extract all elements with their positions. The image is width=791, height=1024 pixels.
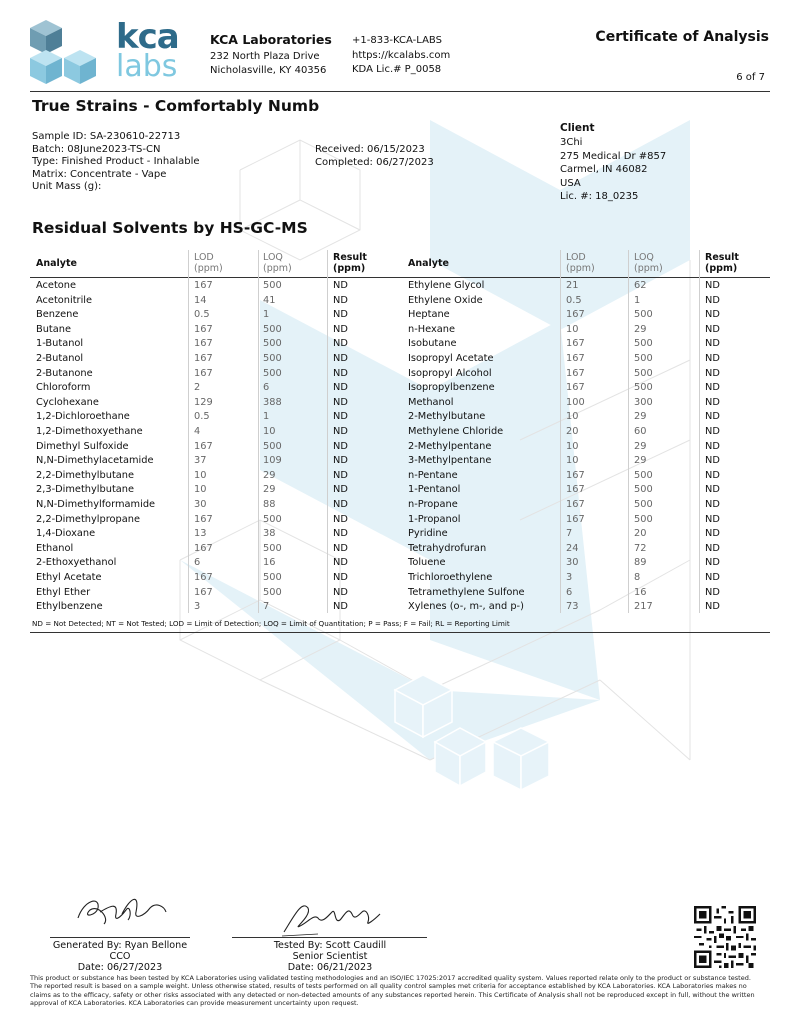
signature-line-generated: [50, 937, 190, 938]
right-result-cell: ND: [705, 294, 720, 306]
left-lod-cell: 167: [194, 353, 213, 364]
left-result-cell: ND: [333, 353, 348, 364]
client-address2: Carmel, IN 46082: [560, 164, 648, 176]
kca-labs-logo: [24, 17, 194, 84]
left-lod-cell: 129: [194, 396, 213, 408]
left-lod-cell: 167: [194, 586, 213, 598]
right-loq-cell: 500: [634, 513, 653, 525]
left-loq-cell: 10: [263, 426, 276, 437]
left-lod-cell: 14: [194, 294, 207, 306]
right-result-cell: ND: [705, 528, 720, 540]
right-analyte-cell: n-Pentane: [408, 469, 458, 481]
right-loq-cell: 89: [634, 557, 647, 569]
left-result-cell: ND: [333, 280, 348, 291]
right-result-cell: ND: [705, 396, 720, 408]
right-result-cell: ND: [705, 382, 720, 394]
right-analyte-cell: Ethylene Oxide: [408, 294, 483, 306]
table-row: [0, 527, 791, 542]
left-loq-cell: 500: [263, 572, 282, 583]
right-analyte-cell: 2-Methylpentane: [408, 440, 492, 452]
lod-unit: (ppm): [194, 263, 223, 274]
left-analyte-cell: 1-Butanol: [36, 338, 84, 350]
col-header-loq-left: [263, 252, 292, 274]
left-loq-cell: 38: [263, 528, 276, 540]
left-result-cell: ND: [333, 382, 348, 394]
left-loq-cell: 500: [263, 338, 282, 350]
left-analyte-cell: 2,3-Dimethylbutane: [36, 484, 135, 496]
left-loq-cell: 16: [263, 557, 276, 569]
lod-label: LOD: [194, 252, 214, 263]
right-lod-cell: 10: [566, 411, 579, 423]
signature-line-tested: [232, 937, 427, 938]
right-lod-cell: 167: [566, 499, 585, 510]
section-title: Residual Solvents by HS-GC-MS: [32, 219, 308, 237]
right-loq-cell: 500: [634, 382, 653, 394]
sample-id: Sample ID: SA-230610-22713: [32, 131, 181, 142]
right-lod-cell: 167: [566, 367, 585, 379]
result-unit: (ppm): [333, 263, 366, 274]
table-row: [0, 454, 791, 469]
left-analyte-cell: Chloroform: [36, 382, 91, 394]
right-analyte-cell: Methanol: [408, 396, 454, 408]
client-info: [560, 136, 666, 204]
right-analyte-cell: Isopropylbenzene: [408, 382, 495, 394]
left-result-cell: ND: [333, 542, 348, 554]
left-result-cell: ND: [333, 513, 348, 525]
col-header-result-right: [705, 252, 739, 274]
company-address-line2: Nicholasville, KY 40356: [210, 65, 327, 76]
right-result-cell: ND: [705, 572, 720, 583]
company-phone: +1-833-KCA-LABS: [352, 35, 442, 46]
right-analyte-cell: Isopropyl Acetate: [408, 353, 494, 364]
left-lod-cell: 167: [194, 513, 213, 525]
right-loq-cell: 16: [634, 586, 647, 598]
signature-scott-caudill-image: [278, 896, 388, 940]
left-lod-cell: 167: [194, 440, 213, 452]
right-lod-cell: 100: [566, 396, 585, 408]
right-result-cell: ND: [705, 601, 720, 613]
right-loq-cell: 500: [634, 499, 653, 510]
left-lod-cell: 4: [194, 426, 201, 437]
left-lod-cell: 10: [194, 484, 207, 496]
table-row: [0, 483, 791, 498]
table-row: [0, 440, 791, 455]
right-loq-cell: 500: [634, 367, 653, 379]
left-result-cell: ND: [333, 455, 348, 467]
left-loq-cell: 500: [263, 323, 282, 335]
right-analyte-cell: 1-Propanol: [408, 513, 461, 525]
right-lod-cell: 10: [566, 455, 579, 467]
right-lod-cell: 167: [566, 484, 585, 496]
client-country: USA: [560, 177, 581, 189]
right-lod-cell: 24: [566, 542, 579, 554]
right-analyte-cell: Heptane: [408, 309, 450, 321]
result-unit: (ppm): [705, 263, 738, 274]
left-loq-cell: 6: [263, 382, 270, 394]
table-row: [0, 352, 791, 367]
right-loq-cell: 72: [634, 542, 647, 554]
right-lod-cell: 10: [566, 440, 579, 452]
left-result-cell: ND: [333, 411, 348, 423]
right-lod-cell: 167: [566, 469, 585, 481]
right-analyte-cell: 1-Pentanol: [408, 484, 461, 496]
left-analyte-cell: N,N-Dimethylformamide: [36, 499, 156, 510]
received-date: Received: 06/15/2023: [315, 144, 425, 155]
left-lod-cell: 167: [194, 542, 213, 554]
generated-by-block: [40, 940, 200, 973]
right-loq-cell: 500: [634, 353, 653, 364]
left-analyte-cell: Ethyl Ether: [36, 586, 91, 598]
right-analyte-cell: Isopropyl Alcohol: [408, 367, 492, 379]
left-loq-cell: 388: [263, 396, 282, 408]
right-lod-cell: 167: [566, 309, 585, 321]
right-loq-cell: 8: [634, 572, 641, 583]
table-row: [0, 410, 791, 425]
tested-by-date: Date: 06/21/2023: [287, 962, 373, 973]
left-lod-cell: 167: [194, 323, 213, 335]
table-row: [0, 586, 791, 601]
left-loq-cell: 7: [263, 601, 270, 613]
table-footnote: ND = Not Detected; NT = Not Tested; LOD = Limit of Detection; LOQ = Limit of Quantitation; P = Pass; F = Fail; RL = Reporting Limit: [32, 619, 510, 628]
left-loq-cell: 500: [263, 367, 282, 379]
col-header-lod-right: [566, 252, 595, 274]
left-analyte-cell: Acetone: [36, 280, 77, 291]
client-address1: 275 Medical Dr #857: [560, 150, 667, 162]
generated-by-name: Generated By: Ryan Bellone: [52, 940, 188, 951]
right-result-cell: ND: [705, 469, 720, 481]
right-result-cell: ND: [705, 309, 720, 321]
generated-by-title: CCO: [109, 951, 131, 962]
right-loq-cell: 29: [634, 455, 647, 467]
right-loq-cell: 20: [634, 528, 647, 540]
cubes-logo-icon: [24, 20, 104, 84]
left-analyte-cell: Ethylbenzene: [36, 601, 103, 613]
signature-ryan-bellone-image: [70, 888, 170, 932]
right-result-cell: ND: [705, 455, 720, 467]
left-analyte-cell: N,N-Dimethylacetamide: [36, 455, 154, 467]
left-lod-cell: 0.5: [194, 309, 210, 321]
left-analyte-cell: 1,2-Dichloroethane: [36, 411, 130, 423]
table-row: [0, 425, 791, 440]
left-lod-cell: 30: [194, 499, 207, 510]
right-lod-cell: 20: [566, 426, 579, 437]
left-loq-cell: 1: [263, 411, 270, 423]
logo-labs-text: labs: [116, 49, 178, 84]
sample-info: [32, 131, 200, 194]
right-result-cell: ND: [705, 513, 720, 525]
right-result-cell: ND: [705, 426, 720, 437]
header-divider: [30, 91, 770, 92]
left-result-cell: ND: [333, 323, 348, 335]
left-result-cell: ND: [333, 309, 348, 321]
left-lod-cell: 167: [194, 338, 213, 350]
dates-info: [315, 144, 434, 169]
right-result-cell: ND: [705, 353, 720, 364]
left-analyte-cell: 2-Butanol: [36, 353, 84, 364]
table-row: [0, 367, 791, 382]
company-address-line1: 232 North Plaza Drive: [210, 51, 320, 62]
right-lod-cell: 167: [566, 513, 585, 525]
col-header-analyte-right: Analyte: [408, 258, 449, 269]
right-loq-cell: 500: [634, 484, 653, 496]
left-analyte-cell: Benzene: [36, 309, 79, 321]
right-analyte-cell: Toluene: [408, 557, 446, 569]
right-analyte-cell: Xylenes (o-, m-, and p-): [408, 601, 524, 613]
left-result-cell: ND: [333, 484, 348, 496]
left-analyte-cell: Cyclohexane: [36, 396, 99, 408]
right-loq-cell: 29: [634, 323, 647, 335]
company-name: KCA Laboratories: [210, 32, 332, 47]
left-loq-cell: 500: [263, 440, 282, 452]
table-row: [0, 513, 791, 528]
left-analyte-cell: Ethyl Acetate: [36, 572, 102, 583]
left-result-cell: ND: [333, 528, 348, 540]
right-lod-cell: 167: [566, 338, 585, 350]
left-result-cell: ND: [333, 586, 348, 598]
right-analyte-cell: Ethylene Glycol: [408, 280, 485, 291]
left-analyte-cell: Ethanol: [36, 542, 74, 554]
table-row: [0, 556, 791, 571]
table-row: [0, 323, 791, 338]
left-lod-cell: 10: [194, 469, 207, 481]
left-result-cell: ND: [333, 601, 348, 613]
right-analyte-cell: n-Hexane: [408, 323, 456, 335]
left-loq-cell: 500: [263, 542, 282, 554]
company-license: KDA Lic.# P_0058: [352, 64, 442, 75]
left-analyte-cell: 1,2-Dimethoxyethane: [36, 426, 143, 437]
right-analyte-cell: Tetramethylene Sulfone: [408, 586, 525, 598]
right-result-cell: ND: [705, 280, 720, 291]
left-result-cell: ND: [333, 469, 348, 481]
left-result-cell: ND: [333, 440, 348, 452]
footnote-divider: [30, 632, 770, 633]
right-lod-cell: 0.5: [566, 294, 582, 306]
left-lod-cell: 2: [194, 382, 201, 394]
right-lod-cell: 167: [566, 353, 585, 364]
right-analyte-cell: Pyridine: [408, 528, 448, 540]
matrix: Matrix: Concentrate - Vape: [32, 168, 167, 180]
left-analyte-cell: 2-Butanone: [36, 367, 93, 379]
right-analyte-cell: Isobutane: [408, 338, 457, 350]
right-result-cell: ND: [705, 557, 720, 569]
left-lod-cell: 167: [194, 572, 213, 583]
right-analyte-cell: Trichloroethylene: [408, 572, 493, 583]
left-result-cell: ND: [333, 367, 348, 379]
right-result-cell: ND: [705, 484, 720, 496]
right-result-cell: ND: [705, 499, 720, 510]
right-lod-cell: 10: [566, 323, 579, 335]
unit-mass: Unit Mass (g):: [32, 181, 102, 193]
tested-by-block: [240, 940, 420, 973]
left-lod-cell: 13: [194, 528, 207, 540]
left-loq-cell: 29: [263, 469, 276, 481]
table-row: [0, 542, 791, 557]
col-header-lod-left: [194, 252, 223, 274]
loq-label: LOQ: [634, 252, 654, 263]
left-analyte-cell: 2,2-Dimethylbutane: [36, 469, 135, 481]
left-lod-cell: 0.5: [194, 411, 210, 423]
right-analyte-cell: 3-Methylpentane: [408, 455, 492, 467]
table-row: [0, 279, 791, 294]
document-title: Certificate of Analysis: [595, 29, 769, 45]
left-loq-cell: 500: [263, 353, 282, 364]
table-header-divider: [30, 277, 770, 278]
right-analyte-cell: Tetrahydrofuran: [408, 542, 487, 554]
product-title: True Strains - Comfortably Numb: [32, 97, 320, 115]
left-analyte-cell: 2-Ethoxyethanol: [36, 557, 117, 569]
left-result-cell: ND: [333, 499, 348, 510]
left-analyte-cell: 1,4-Dioxane: [36, 528, 96, 540]
left-result-cell: ND: [333, 294, 348, 306]
left-lod-cell: 3: [194, 601, 201, 613]
right-loq-cell: 1: [634, 294, 641, 306]
right-loq-cell: 500: [634, 469, 653, 481]
left-lod-cell: 167: [194, 367, 213, 379]
left-lod-cell: 167: [194, 280, 213, 291]
left-loq-cell: 500: [263, 586, 282, 598]
client-name: 3Chi: [560, 137, 583, 148]
loq-unit: (ppm): [634, 263, 663, 274]
left-analyte-cell: Acetonitrile: [36, 294, 93, 306]
client-license: Lic. #: 18_0235: [560, 191, 639, 203]
left-result-cell: ND: [333, 396, 348, 408]
right-loq-cell: 500: [634, 338, 653, 350]
left-result-cell: ND: [333, 572, 348, 583]
right-lod-cell: 21: [566, 280, 579, 291]
right-result-cell: ND: [705, 440, 720, 452]
client-heading: Client: [560, 122, 595, 134]
table-row: [0, 337, 791, 352]
col-header-loq-right: [634, 252, 663, 274]
table-row: [0, 308, 791, 323]
result-label: Result: [333, 252, 367, 263]
batch: Batch: 08June2023-TS-CN: [32, 143, 161, 155]
right-lod-cell: 7: [566, 528, 573, 540]
right-loq-cell: 217: [634, 601, 653, 613]
left-loq-cell: 29: [263, 484, 276, 496]
left-analyte-cell: 2,2-Dimethylpropane: [36, 513, 141, 525]
left-result-cell: ND: [333, 338, 348, 350]
table-row: [0, 600, 791, 615]
table-row: [0, 498, 791, 513]
right-result-cell: ND: [705, 323, 720, 335]
col-header-analyte-left: Analyte: [36, 258, 77, 269]
completed-date: Completed: 06/27/2023: [315, 156, 434, 168]
left-analyte-cell: Dimethyl Sulfoxide: [36, 440, 129, 452]
left-lod-cell: 37: [194, 455, 207, 467]
left-lod-cell: 6: [194, 557, 201, 569]
right-result-cell: ND: [705, 411, 720, 423]
right-lod-cell: 73: [566, 601, 579, 613]
right-loq-cell: 62: [634, 280, 647, 291]
table-row: [0, 381, 791, 396]
lod-unit: (ppm): [566, 263, 595, 274]
result-label: Result: [705, 252, 739, 263]
loq-unit: (ppm): [263, 263, 292, 274]
right-loq-cell: 60: [634, 426, 647, 437]
qr-code-icon[interactable]: [694, 906, 756, 968]
right-lod-cell: 3: [566, 572, 573, 583]
loq-label: LOQ: [263, 252, 283, 263]
right-result-cell: ND: [705, 542, 720, 554]
tested-by-name: Tested By: Scott Caudill: [273, 940, 387, 951]
legal-disclaimer: This product or substance has been tested by KCA Laboratories using validated testing methodologies and an ISO/IEC 17025:2017 accredited quality system. Values reported relate only to the product or substance tested. The reported result is based on a sample weight. Unless otherwise stated, results of tests performed on all quality control samples met criteria for acceptance established by KCA Laboratories. KCA Laboratories makes no claims as to the efficacy, safety or other risks associated with any detected or non-detected amounts of any substances reported herein. This Certificate of Analysis shall not be reproduced except in full, without the written approval of KCA Laboratories. KCA Laboratories can provide measurement uncertainty upon request.: [30, 974, 755, 1008]
left-loq-cell: 109: [263, 455, 282, 467]
right-loq-cell: 29: [634, 411, 647, 423]
right-analyte-cell: Methylene Chloride: [408, 426, 504, 437]
left-loq-cell: 500: [263, 280, 282, 291]
right-analyte-cell: n-Propane: [408, 499, 458, 510]
right-lod-cell: 30: [566, 557, 579, 569]
right-lod-cell: 167: [566, 382, 585, 394]
left-loq-cell: 1: [263, 309, 270, 321]
right-loq-cell: 29: [634, 440, 647, 452]
table-row: [0, 469, 791, 484]
left-result-cell: ND: [333, 426, 348, 437]
left-loq-cell: 88: [263, 499, 276, 510]
logo-kca-text: kca: [116, 17, 179, 57]
left-loq-cell: 41: [263, 294, 276, 306]
generated-by-date: Date: 06/27/2023: [77, 962, 163, 973]
right-analyte-cell: 2-Methylbutane: [408, 411, 486, 423]
col-header-result-left: [333, 252, 367, 274]
table-row: [0, 294, 791, 309]
company-website[interactable]: https://kcalabs.com: [352, 50, 451, 61]
right-loq-cell: 300: [634, 396, 653, 408]
left-analyte-cell: Butane: [36, 323, 72, 335]
table-row: [0, 571, 791, 586]
table-row: [0, 396, 791, 411]
right-loq-cell: 500: [634, 309, 653, 321]
left-result-cell: ND: [333, 557, 348, 569]
right-lod-cell: 6: [566, 586, 573, 598]
left-loq-cell: 500: [263, 513, 282, 525]
product-type: Type: Finished Product - Inhalable: [32, 156, 200, 168]
right-result-cell: ND: [705, 586, 720, 598]
right-result-cell: ND: [705, 338, 720, 350]
page-number: 6 of 7: [736, 72, 765, 83]
right-result-cell: ND: [705, 367, 720, 379]
lod-label: LOD: [566, 252, 586, 263]
tested-by-title: Senior Scientist: [292, 951, 368, 962]
